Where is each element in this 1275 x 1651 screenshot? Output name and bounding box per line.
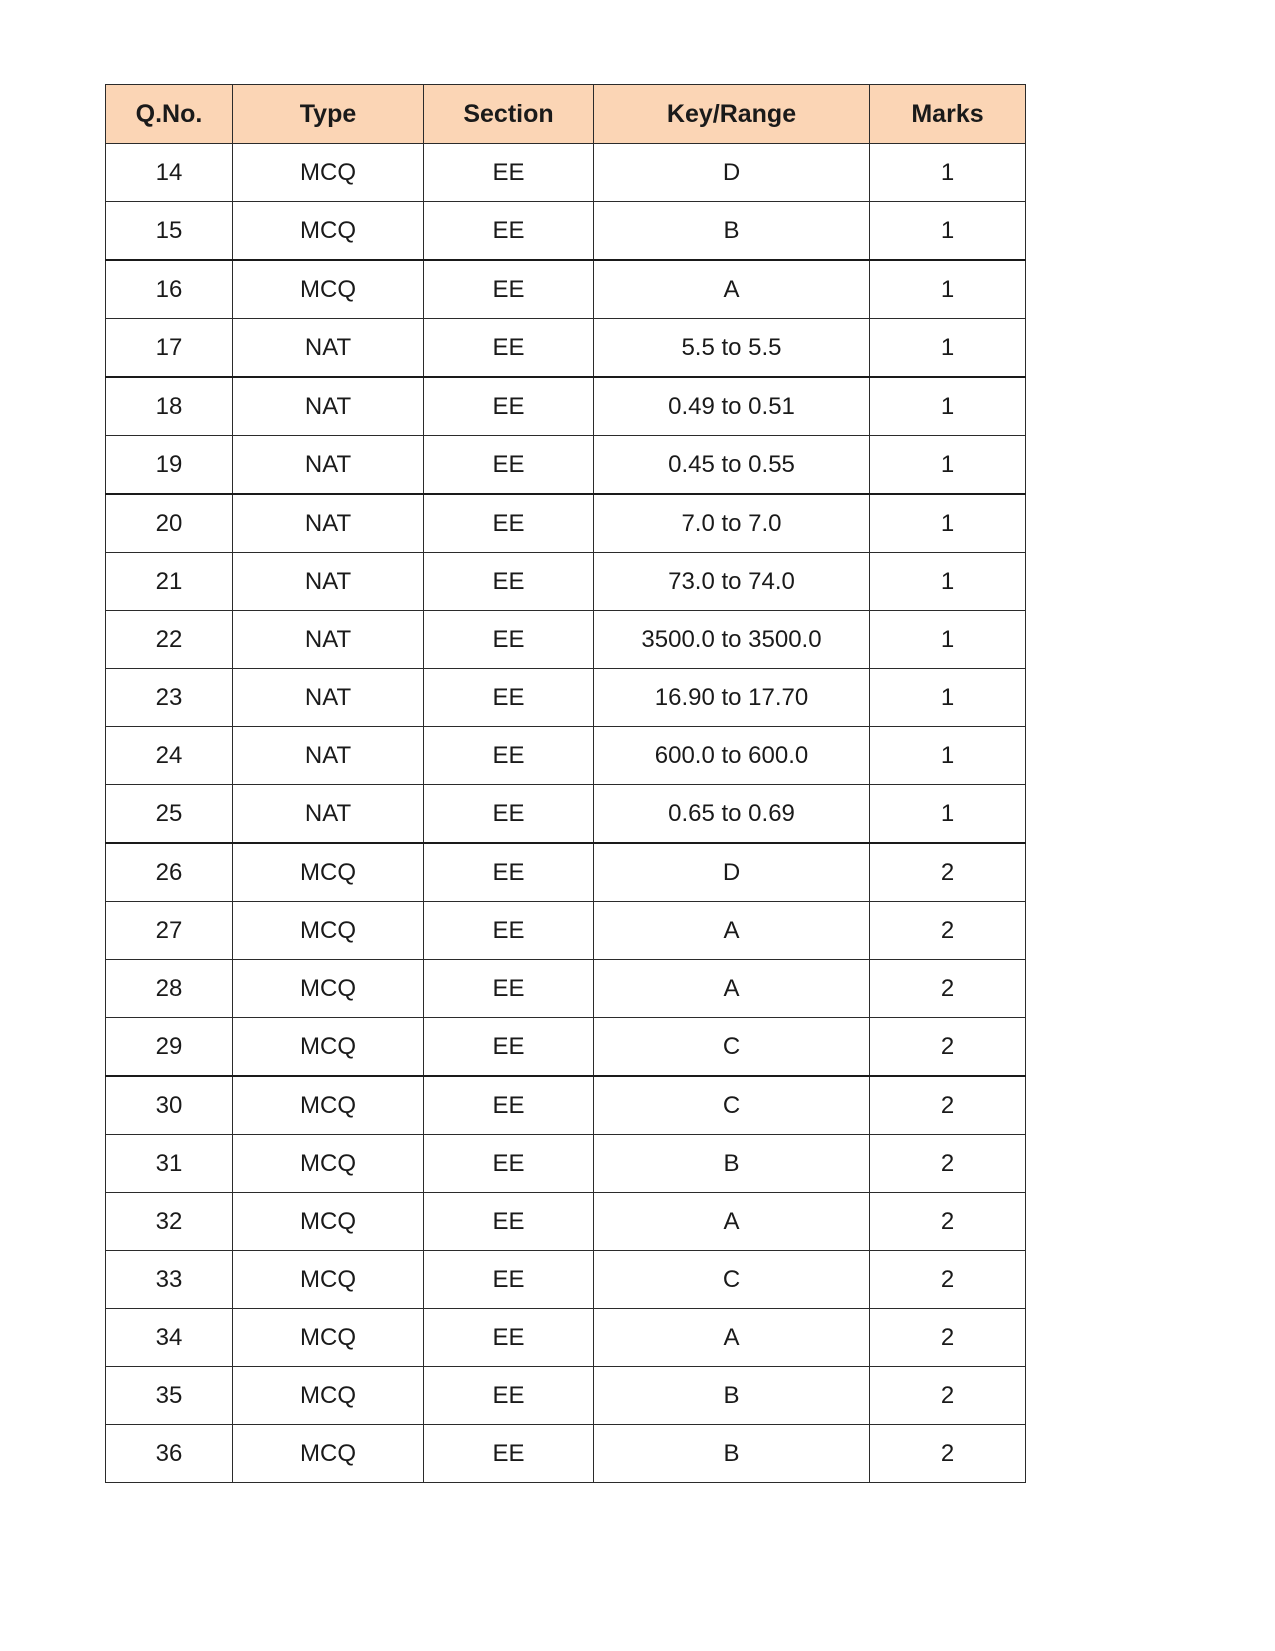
cell-marks: 2 xyxy=(870,960,1026,1018)
cell-marks: 1 xyxy=(870,377,1026,436)
cell-key-range: C xyxy=(594,1076,870,1135)
cell-section: EE xyxy=(424,960,594,1018)
cell-marks: 2 xyxy=(870,1425,1026,1483)
cell-type: NAT xyxy=(233,669,424,727)
cell-qno: 26 xyxy=(106,843,233,902)
table-row xyxy=(106,319,1026,378)
cell-section: EE xyxy=(424,1076,594,1135)
cell-key-range: A xyxy=(594,960,870,1018)
cell-qno: 20 xyxy=(106,494,233,553)
cell-section: EE xyxy=(424,1309,594,1367)
cell-marks: 1 xyxy=(870,611,1026,669)
cell-type: NAT xyxy=(233,436,424,495)
cell-key-range: A xyxy=(594,902,870,960)
cell-type: NAT xyxy=(233,611,424,669)
cell-key-range: 16.90 to 17.70 xyxy=(594,669,870,727)
cell-section: EE xyxy=(424,727,594,785)
cell-section: EE xyxy=(424,377,594,436)
cell-section: EE xyxy=(424,785,594,844)
table-row xyxy=(106,902,1026,960)
table-row xyxy=(106,960,1026,1018)
table-row xyxy=(106,260,1026,319)
cell-marks: 2 xyxy=(870,1076,1026,1135)
cell-marks: 1 xyxy=(870,785,1026,844)
cell-type: MCQ xyxy=(233,1018,424,1077)
cell-marks: 2 xyxy=(870,1309,1026,1367)
cell-section: EE xyxy=(424,553,594,611)
answer-key-table xyxy=(105,84,1026,1483)
cell-qno: 32 xyxy=(106,1193,233,1251)
table-row xyxy=(106,1018,1026,1077)
cell-marks: 1 xyxy=(870,144,1026,202)
cell-section: EE xyxy=(424,319,594,378)
cell-marks: 2 xyxy=(870,1251,1026,1309)
cell-key-range: B xyxy=(594,1135,870,1193)
cell-key-range: A xyxy=(594,1309,870,1367)
cell-marks: 1 xyxy=(870,202,1026,261)
cell-section: EE xyxy=(424,1367,594,1425)
cell-qno: 22 xyxy=(106,611,233,669)
cell-qno: 27 xyxy=(106,902,233,960)
cell-marks: 1 xyxy=(870,260,1026,319)
table-row xyxy=(106,377,1026,436)
cell-type: NAT xyxy=(233,553,424,611)
header-qno: Q.No. xyxy=(106,85,233,144)
table-row xyxy=(106,611,1026,669)
cell-type: MCQ xyxy=(233,902,424,960)
cell-marks: 1 xyxy=(870,669,1026,727)
cell-type: MCQ xyxy=(233,1367,424,1425)
table-row xyxy=(106,843,1026,902)
cell-key-range: D xyxy=(594,843,870,902)
cell-qno: 25 xyxy=(106,785,233,844)
cell-qno: 34 xyxy=(106,1309,233,1367)
cell-qno: 19 xyxy=(106,436,233,495)
cell-section: EE xyxy=(424,1251,594,1309)
table-row xyxy=(106,785,1026,844)
table-row xyxy=(106,1425,1026,1483)
cell-type: MCQ xyxy=(233,144,424,202)
cell-type: NAT xyxy=(233,319,424,378)
cell-key-range: A xyxy=(594,260,870,319)
cell-type: MCQ xyxy=(233,960,424,1018)
cell-qno: 15 xyxy=(106,202,233,261)
cell-qno: 16 xyxy=(106,260,233,319)
cell-type: MCQ xyxy=(233,1251,424,1309)
cell-type: NAT xyxy=(233,727,424,785)
cell-qno: 21 xyxy=(106,553,233,611)
table-row xyxy=(106,1251,1026,1309)
cell-qno: 33 xyxy=(106,1251,233,1309)
cell-section: EE xyxy=(424,144,594,202)
header-marks: Marks xyxy=(870,85,1026,144)
cell-type: MCQ xyxy=(233,843,424,902)
cell-qno: 28 xyxy=(106,960,233,1018)
table-body xyxy=(106,144,1026,1483)
cell-marks: 1 xyxy=(870,553,1026,611)
cell-marks: 1 xyxy=(870,319,1026,378)
table-row xyxy=(106,436,1026,495)
cell-section: EE xyxy=(424,436,594,495)
cell-section: EE xyxy=(424,494,594,553)
cell-type: NAT xyxy=(233,494,424,553)
cell-qno: 14 xyxy=(106,144,233,202)
cell-qno: 18 xyxy=(106,377,233,436)
table-row xyxy=(106,669,1026,727)
cell-qno: 35 xyxy=(106,1367,233,1425)
cell-key-range: 0.65 to 0.69 xyxy=(594,785,870,844)
cell-qno: 31 xyxy=(106,1135,233,1193)
cell-key-range: 73.0 to 74.0 xyxy=(594,553,870,611)
cell-marks: 1 xyxy=(870,727,1026,785)
cell-type: MCQ xyxy=(233,1309,424,1367)
cell-marks: 2 xyxy=(870,1135,1026,1193)
header-type: Type xyxy=(233,85,424,144)
table-row xyxy=(106,1193,1026,1251)
cell-section: EE xyxy=(424,1425,594,1483)
cell-section: EE xyxy=(424,843,594,902)
cell-marks: 2 xyxy=(870,1193,1026,1251)
cell-key-range: B xyxy=(594,202,870,261)
cell-key-range: B xyxy=(594,1367,870,1425)
table-row xyxy=(106,144,1026,202)
cell-key-range: 3500.0 to 3500.0 xyxy=(594,611,870,669)
cell-key-range: 5.5 to 5.5 xyxy=(594,319,870,378)
cell-qno: 30 xyxy=(106,1076,233,1135)
cell-marks: 2 xyxy=(870,1367,1026,1425)
cell-section: EE xyxy=(424,1018,594,1077)
cell-marks: 2 xyxy=(870,1018,1026,1077)
cell-qno: 24 xyxy=(106,727,233,785)
cell-marks: 2 xyxy=(870,843,1026,902)
cell-section: EE xyxy=(424,1193,594,1251)
cell-qno: 29 xyxy=(106,1018,233,1077)
cell-key-range: A xyxy=(594,1193,870,1251)
cell-qno: 36 xyxy=(106,1425,233,1483)
header-row xyxy=(106,85,1026,144)
cell-type: MCQ xyxy=(233,202,424,261)
cell-key-range: B xyxy=(594,1425,870,1483)
cell-marks: 1 xyxy=(870,436,1026,495)
cell-section: EE xyxy=(424,260,594,319)
cell-section: EE xyxy=(424,1135,594,1193)
table-row xyxy=(106,1367,1026,1425)
cell-key-range: C xyxy=(594,1251,870,1309)
cell-key-range: C xyxy=(594,1018,870,1077)
cell-type: MCQ xyxy=(233,1076,424,1135)
table-row xyxy=(106,494,1026,553)
cell-section: EE xyxy=(424,202,594,261)
table-row xyxy=(106,1135,1026,1193)
table-row xyxy=(106,727,1026,785)
cell-marks: 2 xyxy=(870,902,1026,960)
cell-key-range: 7.0 to 7.0 xyxy=(594,494,870,553)
cell-qno: 23 xyxy=(106,669,233,727)
cell-section: EE xyxy=(424,669,594,727)
cell-type: MCQ xyxy=(233,260,424,319)
cell-type: NAT xyxy=(233,377,424,436)
header-key-range: Key/Range xyxy=(594,85,870,144)
header-section: Section xyxy=(424,85,594,144)
cell-type: MCQ xyxy=(233,1135,424,1193)
cell-type: MCQ xyxy=(233,1193,424,1251)
cell-type: NAT xyxy=(233,785,424,844)
table-row xyxy=(106,1076,1026,1135)
cell-marks: 1 xyxy=(870,494,1026,553)
table-row xyxy=(106,202,1026,261)
cell-key-range: D xyxy=(594,144,870,202)
cell-section: EE xyxy=(424,611,594,669)
table-row xyxy=(106,1309,1026,1367)
cell-section: EE xyxy=(424,902,594,960)
table-row xyxy=(106,553,1026,611)
cell-key-range: 600.0 to 600.0 xyxy=(594,727,870,785)
cell-key-range: 0.49 to 0.51 xyxy=(594,377,870,436)
cell-qno: 17 xyxy=(106,319,233,378)
cell-key-range: 0.45 to 0.55 xyxy=(594,436,870,495)
cell-type: MCQ xyxy=(233,1425,424,1483)
